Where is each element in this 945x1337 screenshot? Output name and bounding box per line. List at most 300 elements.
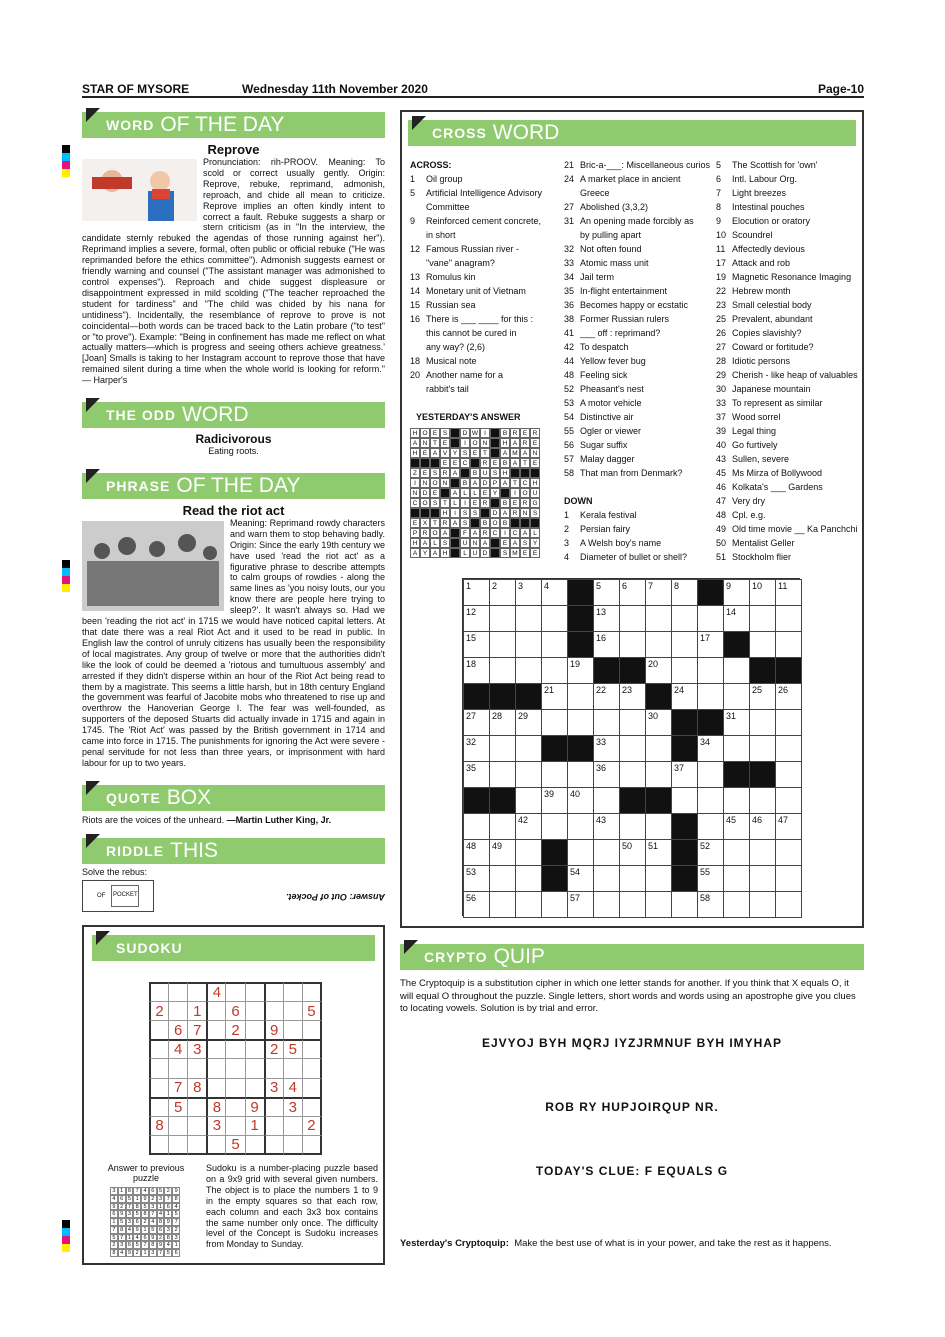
crossword-cell[interactable] <box>671 657 698 684</box>
sudoku-cell[interactable] <box>283 1116 303 1136</box>
clue: 33 Atomic mass unit <box>564 258 649 268</box>
sudoku-cell[interactable] <box>149 1039 169 1059</box>
sudoku-answer-label: Answer to previous puzzle <box>107 1163 185 1183</box>
crossword-cell[interactable] <box>749 891 776 918</box>
cmyk-mark <box>62 1220 70 1252</box>
yesterday-cell: E <box>420 468 430 478</box>
crossword-cell[interactable]: 3 <box>515 579 542 606</box>
sudoku-cell[interactable] <box>283 1135 303 1155</box>
crossword-cell[interactable] <box>749 605 776 632</box>
sudoku-prev-cell: 4 <box>110 1195 118 1203</box>
sudoku-prev-cell: 3 <box>126 1218 134 1226</box>
black-cell <box>489 787 516 814</box>
crossword-cell[interactable] <box>489 761 516 788</box>
sudoku-cell[interactable]: 2 <box>225 1020 245 1040</box>
crossword-cell[interactable]: 46 <box>749 813 776 840</box>
sudoku-prev-cell: 7 <box>118 1234 126 1242</box>
sudoku-cell[interactable]: 3 <box>264 1078 284 1098</box>
crossword-cell[interactable]: 23 <box>619 683 646 710</box>
word-of-day-title: WORD OF THE DAY <box>82 112 385 138</box>
sudoku-cell[interactable] <box>264 1058 284 1078</box>
crossword-cell[interactable] <box>749 839 776 866</box>
yesterday-cell: A <box>450 468 460 478</box>
clue: 56 Sugar suffix <box>564 440 628 450</box>
yesterday-cell: C <box>490 528 500 538</box>
crossword-cell[interactable] <box>593 891 620 918</box>
clue: this cannot be cured in <box>426 328 517 338</box>
crossword-cell[interactable] <box>749 631 776 658</box>
crossword-cell[interactable] <box>515 787 542 814</box>
crossword-cell[interactable]: 53 <box>463 865 490 892</box>
clue: 34 Jail term <box>564 272 615 282</box>
crossword-cell[interactable]: 42 <box>515 813 542 840</box>
sudoku-cell[interactable] <box>302 1058 322 1078</box>
crossword-cell[interactable] <box>567 761 594 788</box>
yesterday-cell: U <box>460 538 470 548</box>
crossword-cell[interactable] <box>541 657 568 684</box>
clue: 49 Old time movie __ Ka Panchchi <box>716 524 858 534</box>
sudoku-prev-cell: 2 <box>172 1226 180 1234</box>
sudoku-cell[interactable] <box>168 1001 188 1021</box>
sudoku-prev-cell: 7 <box>133 1187 141 1195</box>
cryptoquip-line1: EJVYOJ BYH MQRJ IYZJRMNUF BYH IMYHAP <box>481 1035 783 1050</box>
sudoku-cell[interactable] <box>225 1097 245 1117</box>
sudoku-prev-cell: 9 <box>157 1241 165 1249</box>
crossword-cell[interactable] <box>645 605 672 632</box>
sudoku-cell[interactable]: 4 <box>206 982 226 1002</box>
crossword-panel <box>400 110 864 928</box>
crossword-cell[interactable] <box>489 631 516 658</box>
sudoku-cell[interactable] <box>206 1039 226 1059</box>
crossword-cell[interactable]: 28 <box>489 709 516 736</box>
sudoku-cell[interactable] <box>264 1001 284 1021</box>
crossword-cell[interactable] <box>775 787 802 814</box>
yesterday-cell: H <box>440 508 450 518</box>
sudoku-cell[interactable] <box>187 982 207 1002</box>
crossword-cell[interactable] <box>749 787 776 814</box>
sudoku-prev-cell: 8 <box>164 1234 172 1242</box>
sudoku-cell[interactable] <box>245 982 265 1002</box>
crossword-cell[interactable]: 56 <box>463 891 490 918</box>
crossword-cell[interactable]: 51 <box>645 839 672 866</box>
sudoku-cell[interactable]: 3 <box>206 1116 226 1136</box>
yesterday-cell <box>530 518 540 528</box>
crossword-cell[interactable] <box>697 605 724 632</box>
sudoku-cell[interactable]: 7 <box>168 1078 188 1098</box>
crossword-cell[interactable] <box>515 631 542 658</box>
sudoku-cell[interactable] <box>149 982 169 1002</box>
crossword-cell[interactable]: 5 <box>593 579 620 606</box>
yesterday-cell: T <box>430 438 440 448</box>
crossword-cell[interactable]: 13 <box>593 605 620 632</box>
crossword-cell[interactable] <box>723 891 750 918</box>
yesterday-cell: E <box>500 538 510 548</box>
sudoku-cell[interactable] <box>206 1020 226 1040</box>
crossword-cell[interactable] <box>489 605 516 632</box>
yesterday-cell: N <box>520 508 530 518</box>
crossword-cell[interactable]: 34 <box>697 735 724 762</box>
crossword-cell[interactable] <box>645 631 672 658</box>
sudoku-cell[interactable] <box>206 1058 226 1078</box>
crossword-cell[interactable]: 35 <box>463 761 490 788</box>
crossword-cell[interactable]: 54 <box>567 865 594 892</box>
yesterday-cell: T <box>440 498 450 508</box>
crossword-cell[interactable] <box>775 891 802 918</box>
crossword-cell[interactable] <box>645 735 672 762</box>
yesterday-cell <box>490 438 500 448</box>
crossword-cell[interactable]: 8 <box>671 579 698 606</box>
crossword-cell[interactable]: 9 <box>723 579 750 606</box>
crossword-cell[interactable] <box>723 787 750 814</box>
crossword-cell[interactable] <box>619 735 646 762</box>
crossword-cell[interactable] <box>541 891 568 918</box>
yesterday-cell: A <box>500 448 510 458</box>
yesterday-cell: N <box>530 448 540 458</box>
crossword-cell[interactable] <box>567 683 594 710</box>
sudoku-prev-cell: 3 <box>172 1234 180 1242</box>
crossword-cell[interactable] <box>567 839 594 866</box>
crossword-cell[interactable] <box>619 605 646 632</box>
crossword-cell[interactable] <box>645 891 672 918</box>
crossword-cell[interactable]: 57 <box>567 891 594 918</box>
sudoku-cell[interactable] <box>245 1001 265 1021</box>
crossword-cell[interactable] <box>593 839 620 866</box>
crossword-cell[interactable]: 47 <box>775 813 802 840</box>
crossword-cell[interactable] <box>619 813 646 840</box>
black-cell <box>671 839 698 866</box>
crossword-cell[interactable]: 40 <box>567 787 594 814</box>
sudoku-cell[interactable] <box>245 1078 265 1098</box>
crossword-cell[interactable]: 19 <box>567 657 594 684</box>
crossword-cell[interactable] <box>515 735 542 762</box>
sudoku-cell[interactable] <box>187 1116 207 1136</box>
crossword-cell[interactable]: 24 <box>671 683 698 710</box>
crossword-cell[interactable]: 4 <box>541 579 568 606</box>
crossword-cell[interactable]: 17 <box>697 631 724 658</box>
crossword-cell[interactable]: 18 <box>463 657 490 684</box>
sudoku-cell[interactable]: 8 <box>149 1116 169 1136</box>
crossword-cell[interactable]: 50 <box>619 839 646 866</box>
black-cell <box>567 579 594 606</box>
sudoku-cell[interactable]: 8 <box>187 1078 207 1098</box>
sudoku-cell[interactable]: 9 <box>245 1097 265 1117</box>
yesterday-cell: F <box>460 528 470 538</box>
crossword-cell[interactable] <box>593 865 620 892</box>
yesterday-cell: I <box>510 488 520 498</box>
sudoku-cell[interactable] <box>225 1078 245 1098</box>
sudoku-cell[interactable] <box>168 1135 188 1155</box>
crossword-cell[interactable] <box>697 761 724 788</box>
crossword-cell[interactable]: 43 <box>593 813 620 840</box>
clue: 23 Small celestial body <box>716 300 812 310</box>
yesterday-cell: U <box>470 548 480 558</box>
crossword-cell[interactable] <box>775 631 802 658</box>
crossword-cell[interactable] <box>541 709 568 736</box>
sudoku-cell[interactable] <box>302 1097 322 1117</box>
crossword-cell[interactable] <box>775 605 802 632</box>
yesterday-cell: U <box>480 468 490 478</box>
crossword-cell[interactable] <box>619 891 646 918</box>
crossword-cell[interactable] <box>593 709 620 736</box>
sudoku-cell[interactable] <box>283 1058 303 1078</box>
crossword-cell[interactable] <box>723 683 750 710</box>
sudoku-prev-cell: 9 <box>110 1203 118 1211</box>
crossword-cell[interactable]: 14 <box>723 605 750 632</box>
crossword-cell[interactable] <box>567 709 594 736</box>
crossword-cell[interactable]: 52 <box>697 839 724 866</box>
sudoku-cell[interactable] <box>283 1001 303 1021</box>
crossword-cell[interactable]: 26 <box>775 683 802 710</box>
yesterday-cell <box>450 438 460 448</box>
crossword-cell[interactable] <box>723 657 750 684</box>
crossword-cell[interactable] <box>541 813 568 840</box>
sudoku-prev-cell: 5 <box>133 1210 141 1218</box>
sudoku-cell[interactable] <box>149 1058 169 1078</box>
crossword-cell[interactable] <box>723 865 750 892</box>
crossword-cell[interactable] <box>515 761 542 788</box>
crossword-cell[interactable] <box>541 631 568 658</box>
sudoku-cell[interactable]: 3 <box>187 1039 207 1059</box>
crossword-cell[interactable]: 22 <box>593 683 620 710</box>
yesterday-cell <box>510 468 520 478</box>
crossword-cell[interactable]: 55 <box>697 865 724 892</box>
sudoku-cell[interactable] <box>245 1039 265 1059</box>
yesterday-cell: T <box>480 448 490 458</box>
crossword-cell[interactable] <box>645 761 672 788</box>
sudoku-cell[interactable] <box>264 982 284 1002</box>
sudoku-cell[interactable] <box>245 1058 265 1078</box>
crossword-cell[interactable]: 20 <box>645 657 672 684</box>
crossword-cell[interactable]: 31 <box>723 709 750 736</box>
clue: 48 Feeling sick <box>564 370 628 380</box>
sudoku-cell[interactable]: 2 <box>149 1001 169 1021</box>
crossword-cell[interactable] <box>723 839 750 866</box>
black-cell <box>619 657 646 684</box>
crossword-cell[interactable] <box>697 657 724 684</box>
crossword-cell[interactable] <box>749 735 776 762</box>
yesterday-cell: E <box>480 488 490 498</box>
sudoku-cell[interactable]: 5 <box>225 1135 245 1155</box>
crossword-cell[interactable]: 39 <box>541 787 568 814</box>
sudoku-cell[interactable] <box>168 1058 188 1078</box>
sudoku-cell[interactable] <box>225 1058 245 1078</box>
crossword-cell[interactable] <box>723 735 750 762</box>
crossword-cell[interactable] <box>515 865 542 892</box>
sudoku-cell[interactable] <box>149 1097 169 1117</box>
crossword-cell[interactable] <box>619 631 646 658</box>
crossword-cell[interactable]: 21 <box>541 683 568 710</box>
sudoku-cell[interactable] <box>302 1039 322 1059</box>
crossword-cell[interactable]: 16 <box>593 631 620 658</box>
yesterday-cell: X <box>420 518 430 528</box>
yesterday-cell <box>480 508 490 518</box>
black-cell <box>593 657 620 684</box>
crossword-cell[interactable] <box>775 839 802 866</box>
crossword-cell[interactable]: 37 <box>671 761 698 788</box>
crossword-cell[interactable]: 30 <box>645 709 672 736</box>
crossword-cell[interactable] <box>671 605 698 632</box>
crossword-cell[interactable] <box>749 709 776 736</box>
sudoku-cell[interactable]: 6 <box>168 1020 188 1040</box>
crossword-cell[interactable] <box>697 683 724 710</box>
crossword-cell[interactable] <box>645 865 672 892</box>
sudoku-cell[interactable]: 2 <box>264 1039 284 1059</box>
crossword-cell[interactable] <box>775 735 802 762</box>
sudoku-cell[interactable] <box>225 1039 245 1059</box>
crossword-cell[interactable] <box>463 813 490 840</box>
sudoku-cell[interactable] <box>225 1116 245 1136</box>
crossword-cell[interactable] <box>645 813 672 840</box>
crossword-cell[interactable] <box>541 605 568 632</box>
yesterday-cell: A <box>470 528 480 538</box>
sudoku-cell[interactable]: 1 <box>187 1001 207 1021</box>
sudoku-cell[interactable] <box>187 1097 207 1117</box>
yesterday-cell: R <box>510 428 520 438</box>
crossword-cell[interactable]: 11 <box>775 579 802 606</box>
crossword-cell[interactable]: 15 <box>463 631 490 658</box>
crossword-cell[interactable]: 32 <box>463 735 490 762</box>
sudoku-cell[interactable] <box>187 1058 207 1078</box>
crossword-cell[interactable]: 36 <box>593 761 620 788</box>
crossword-cell[interactable]: 27 <box>463 709 490 736</box>
yesterday-cell: N <box>470 538 480 548</box>
crossword-cell[interactable] <box>489 813 516 840</box>
sudoku-cell[interactable] <box>168 982 188 1002</box>
yesterday-cell: R <box>440 468 450 478</box>
sudoku-cell[interactable] <box>302 1135 322 1155</box>
sudoku-cell[interactable]: 1 <box>245 1116 265 1136</box>
crossword-cell[interactable]: 48 <box>463 839 490 866</box>
phrase-body <box>82 518 385 769</box>
crossword-cell[interactable]: 7 <box>645 579 672 606</box>
crossword-cell[interactable]: 29 <box>515 709 542 736</box>
sudoku-cell[interactable]: 2 <box>302 1116 322 1136</box>
crossword-cell[interactable] <box>567 813 594 840</box>
sudoku-cell[interactable] <box>149 1135 169 1155</box>
crossword-cell[interactable] <box>489 735 516 762</box>
crossword-cell[interactable] <box>619 761 646 788</box>
crossword-cell[interactable]: 1 <box>463 579 490 606</box>
crossword-cell[interactable]: 33 <box>593 735 620 762</box>
sudoku-cell[interactable] <box>149 1020 169 1040</box>
crossword-cell[interactable] <box>671 891 698 918</box>
clue: 32 Not often found <box>564 244 642 254</box>
sudoku-cell[interactable]: 3 <box>283 1097 303 1117</box>
sudoku-cell[interactable] <box>283 1020 303 1040</box>
sudoku-prev-cell: 1 <box>126 1234 134 1242</box>
sudoku-cell[interactable]: 8 <box>206 1097 226 1117</box>
sudoku-cell[interactable] <box>206 1001 226 1021</box>
sudoku-cell[interactable] <box>168 1116 188 1136</box>
crossword-cell[interactable] <box>515 605 542 632</box>
sudoku-cell[interactable] <box>187 1135 207 1155</box>
sudoku-cell[interactable]: 6 <box>225 1001 245 1021</box>
sudoku-cell[interactable] <box>302 1078 322 1098</box>
crossword-cell[interactable] <box>515 657 542 684</box>
crossword-cell[interactable]: 12 <box>463 605 490 632</box>
crossword-cell[interactable] <box>593 787 620 814</box>
crossword-cell[interactable] <box>697 787 724 814</box>
sudoku-cell[interactable] <box>302 982 322 1002</box>
crossword-cell[interactable] <box>489 865 516 892</box>
sudoku-cell[interactable] <box>264 1135 284 1155</box>
clue: 5 The Scottish for 'own' <box>716 160 818 170</box>
sudoku-cell[interactable] <box>206 1135 226 1155</box>
crossword-cell[interactable] <box>775 709 802 736</box>
crossword-cell[interactable] <box>515 891 542 918</box>
sudoku-cell[interactable]: 4 <box>283 1078 303 1098</box>
black-cell <box>463 787 490 814</box>
sudoku-cell[interactable]: 4 <box>168 1039 188 1059</box>
yesterday-cell: A <box>410 438 420 448</box>
black-cell <box>567 735 594 762</box>
yesterday-cell <box>460 468 470 478</box>
cryptoquip-title: CRYPTO QUIP <box>400 944 864 970</box>
crossword-cell[interactable] <box>541 761 568 788</box>
crossword-cell[interactable]: 6 <box>619 579 646 606</box>
crossword-cell[interactable] <box>515 839 542 866</box>
crossword-cell[interactable] <box>489 891 516 918</box>
sudoku-cell[interactable] <box>283 982 303 1002</box>
sudoku-prev-grid <box>110 1187 180 1255</box>
clues-col1 <box>410 158 558 396</box>
sudoku-cell[interactable]: 7 <box>187 1020 207 1040</box>
crossword-cell[interactable]: 10 <box>749 579 776 606</box>
yesterday-cell <box>530 468 540 478</box>
black-cell <box>749 761 776 788</box>
clue: 1 Oil group <box>410 174 463 184</box>
sudoku-cell[interactable]: 5 <box>283 1039 303 1059</box>
yesterday-cell <box>490 428 500 438</box>
sudoku-cell[interactable]: 9 <box>264 1020 284 1040</box>
sudoku-prev-cell: 5 <box>164 1249 172 1257</box>
crossword-cell[interactable] <box>671 787 698 814</box>
crossword-cell[interactable] <box>775 865 802 892</box>
crossword-cell[interactable]: 58 <box>697 891 724 918</box>
crossword-cell[interactable] <box>619 865 646 892</box>
sudoku-cell[interactable] <box>245 1135 265 1155</box>
sudoku-prev-cell: 1 <box>141 1249 149 1257</box>
clue: 8 Intestinal pouches <box>716 202 805 212</box>
sudoku-cell[interactable]: 5 <box>302 1001 322 1021</box>
crossword-cell[interactable] <box>671 631 698 658</box>
sudoku-cell[interactable] <box>245 1020 265 1040</box>
yesterday-cell: G <box>530 498 540 508</box>
odd-word: Radicivorous <box>195 432 272 447</box>
sudoku-cell[interactable] <box>225 982 245 1002</box>
sudoku-cell[interactable] <box>264 1097 284 1117</box>
sudoku-prev-cell: 4 <box>157 1210 165 1218</box>
yesterday-cell: L <box>450 498 460 508</box>
crossword-cell[interactable] <box>619 709 646 736</box>
sudoku-cell[interactable] <box>302 1020 322 1040</box>
yesterday-cell: A <box>510 438 520 448</box>
crossword-cell[interactable] <box>489 657 516 684</box>
sudoku-cell[interactable] <box>206 1078 226 1098</box>
sudoku-cell[interactable] <box>149 1078 169 1098</box>
crossword-cell[interactable]: 45 <box>723 813 750 840</box>
yesterday-grid <box>410 428 540 558</box>
crossword-cell[interactable]: 49 <box>489 839 516 866</box>
crossword-cell[interactable]: 25 <box>749 683 776 710</box>
crossword-cell[interactable] <box>775 761 802 788</box>
sudoku-cell[interactable] <box>264 1116 284 1136</box>
crossword-cell[interactable] <box>697 813 724 840</box>
riot-image <box>82 521 224 611</box>
crossword-cell[interactable] <box>749 865 776 892</box>
sudoku-cell[interactable]: 5 <box>168 1097 188 1117</box>
crossword-cell[interactable]: 2 <box>489 579 516 606</box>
